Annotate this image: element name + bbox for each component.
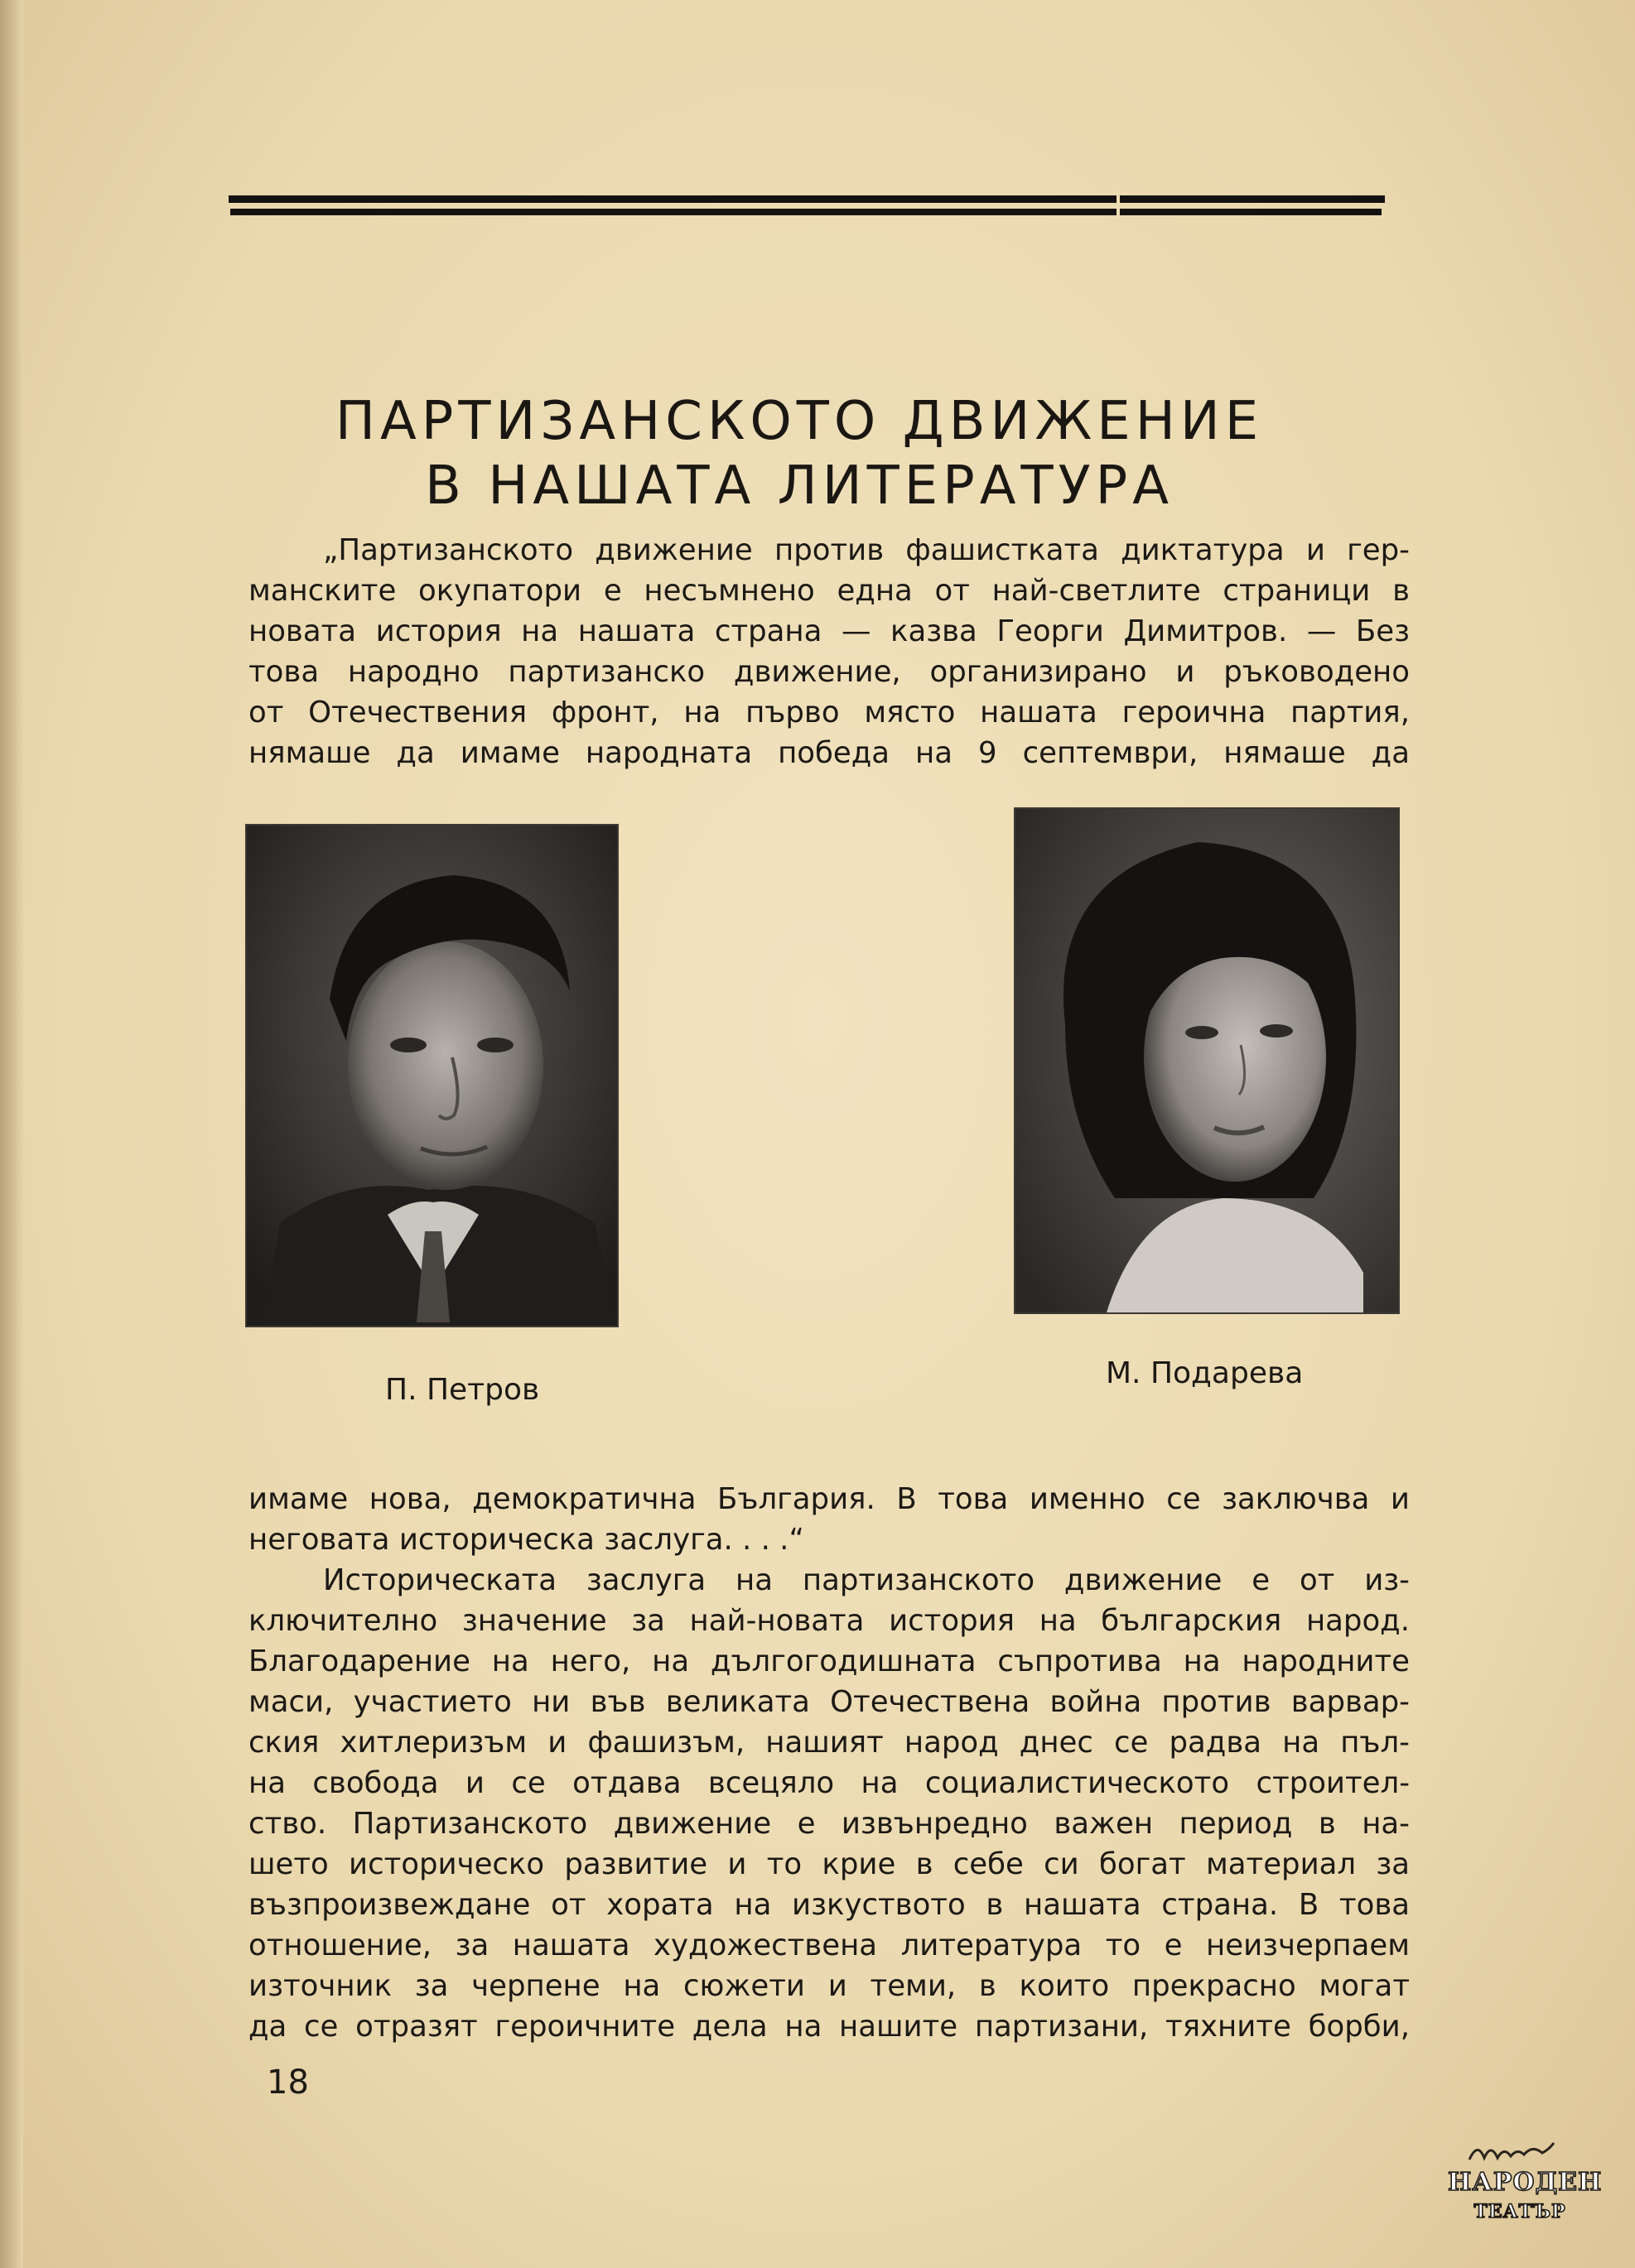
text-line: ключително значение за най-новата история на българския народ. xyxy=(248,1604,1410,1638)
text-line: от Отечествения фронт, на първо място нашата героична партия, xyxy=(248,696,1410,730)
text-line: ския хитлеризъм и фашизъм, нашият народ днес се радва на пъл- xyxy=(248,1726,1410,1760)
text-line: манските окупатори е несъмнено една от най-светлите страници в xyxy=(248,574,1410,608)
header-rule-gap xyxy=(1117,190,1120,219)
text-line: източник за черпене на сюжети и теми, в които прекрасно могат xyxy=(248,1969,1410,2003)
stamp-signature-icon xyxy=(1466,2138,1557,2166)
main-paragraph xyxy=(248,1479,1410,2047)
article-title-line-1: ПАРТИЗАНСКОТО ДВИЖЕНИЕ xyxy=(335,391,1264,452)
article-title xyxy=(248,389,1350,518)
text-line: нямаше да имаме народната победа на 9 септември, нямаше да xyxy=(248,736,1410,770)
text-line: възпроизвеждане от хората на изкуството в нашата страна. В това xyxy=(248,1888,1410,1922)
national-theatre-stamp xyxy=(1448,2135,1603,2236)
article-title-line-2: В НАШАТА ЛИТЕРАТУРА xyxy=(425,455,1174,517)
text-line: Историческата заслуга на партизанското движение е от из- xyxy=(323,1563,1410,1597)
text-line: Благодарение на него, на дългогодишната съпротива на народните xyxy=(248,1644,1410,1678)
text-line: неговата историческа заслуга. . . .“ xyxy=(248,1523,804,1557)
text-line: имаме нова, демократична България. В това именно се заключва и xyxy=(248,1482,1410,1516)
text-line: на свобода и се отдава всецяло на социалистическото строител- xyxy=(248,1766,1410,1800)
text-line: новата история на нашата страна — казва Георги Димитров. — Без xyxy=(248,614,1410,648)
intro-paragraph xyxy=(248,530,1410,773)
stamp-line-2: ТЕАТЪР xyxy=(1473,2201,1566,2222)
header-rule-top xyxy=(229,195,1385,203)
text-line: „Партизанското движение против фашистката диктатура и гер- xyxy=(323,533,1410,567)
text-line: маси, участието ни във великата Отечествена война против варвар- xyxy=(248,1685,1410,1719)
portrait-petrov xyxy=(245,824,619,1327)
text-line: отношение, за нашата художествена литература то е неизчерпаем xyxy=(248,1929,1410,1962)
page-number: 18 xyxy=(267,2063,309,2102)
caption-podareva: М. Подарева xyxy=(1106,1356,1304,1390)
header-rule-bottom xyxy=(230,209,1382,215)
text-line: шето историческо развитие и то крие в себе си богат материал за xyxy=(248,1847,1410,1881)
stamp-line-1: НАРОДЕН xyxy=(1448,2168,1603,2197)
caption-petrov: П. Петров xyxy=(385,1373,540,1407)
text-line: да се отразят героичните дела на нашите партизани, тяхните борби, xyxy=(248,2010,1410,2044)
text-line: това народно партизанско движение, организирано и ръководено xyxy=(248,655,1410,689)
portrait-podareva xyxy=(1014,807,1400,1314)
text-line: ство. Партизанското движение е извънредно важен период в на- xyxy=(248,1807,1410,1841)
binding-edge xyxy=(0,0,23,2268)
